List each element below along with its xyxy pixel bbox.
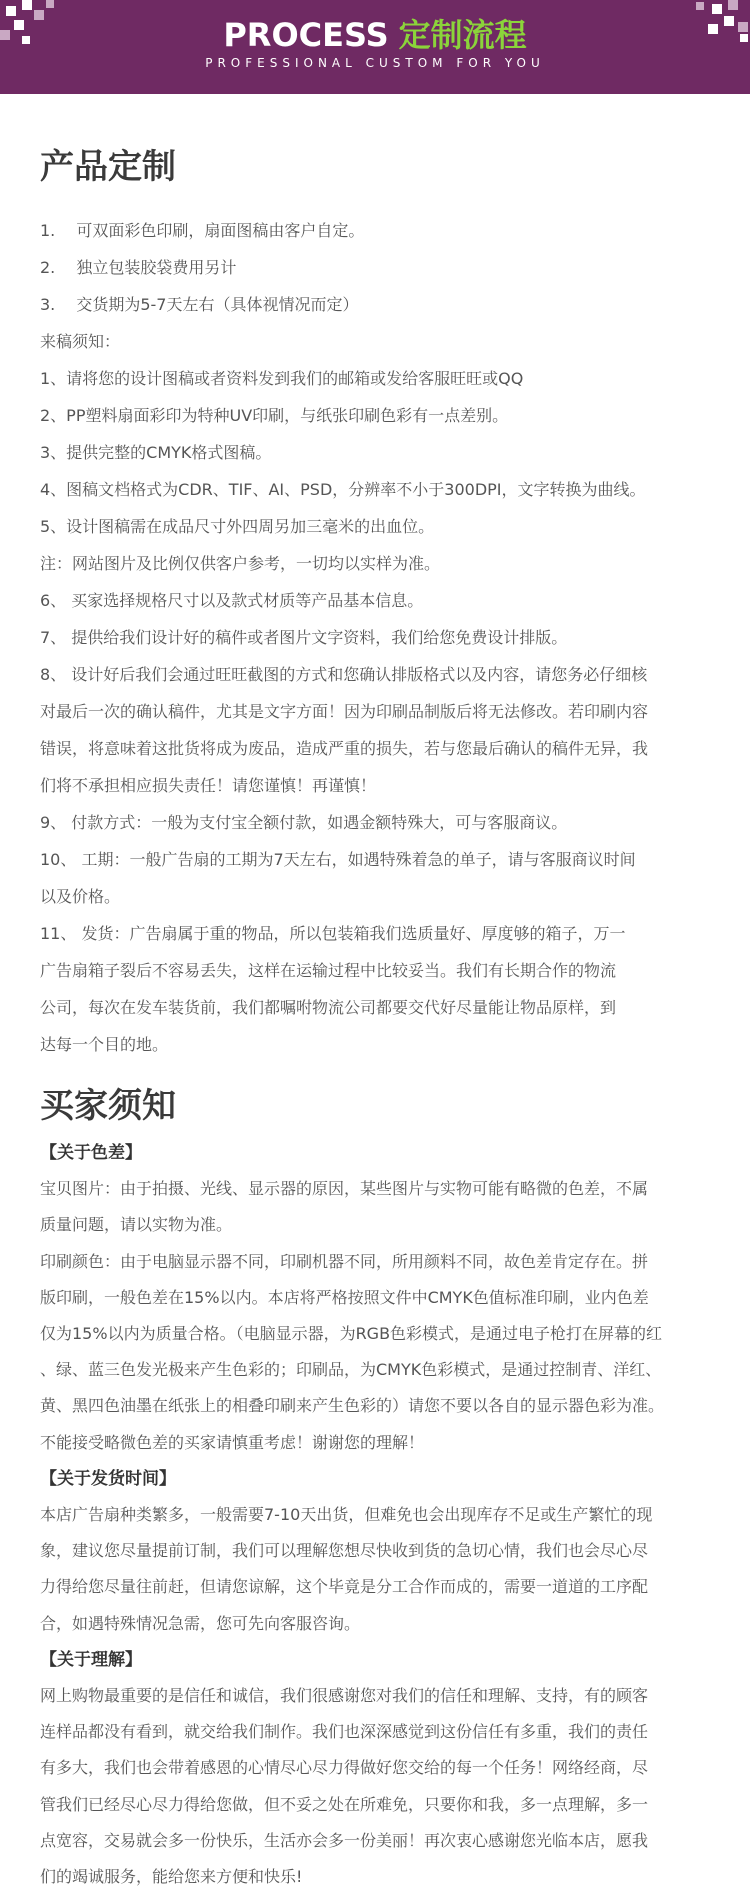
banner-title (0, 16, 750, 54)
text-line: 连样品都没有看到，就交给我们制作。我们也深深感觉到这份信任有多重，我们的责任 (40, 1722, 649, 1742)
text-line: 注：网站图片及比例仅供客户参考，一切均以实样为准。 (40, 554, 441, 573)
text-line: 质量问题，请以实物为准。 (40, 1215, 233, 1235)
pixel-decoration-left (22, 0, 32, 10)
text-line: 达每一个目的地。 (40, 1035, 169, 1054)
text-line: 仅为15%以内为质量合格。（电脑显示器，为RGB色彩模式，是通过电子枪打在屏幕的红 (40, 1324, 663, 1344)
banner-subtitle: PROFESSIONAL CUSTOM FOR YOU (205, 56, 545, 70)
text-line: 本店广告扇种类繁多，一般需要7-10天出货，但难免也会出现库存不足或生产繁忙的现 (40, 1505, 653, 1525)
subheading-color-difference: 【关于色差】 (40, 1143, 142, 1163)
section-heading-buyer-notice: 买家须知 (40, 1086, 176, 1126)
subheading-shipping-time: 【关于发货时间】 (40, 1468, 176, 1489)
text-line: 1. 可双面彩色印刷，扇面图稿由客户自定。 (40, 221, 365, 240)
text-line: 管我们已经尽心尽力得给您做，但不妥之处在所难免，只要你和我，多一点理解，多一 (40, 1794, 649, 1814)
text-line: 3、提供完整的CMYK格式图稿。 (40, 443, 272, 462)
text-line: 2、PP塑料扇面彩印为特种UV印刷，与纸张印刷色彩有一点差别。 (40, 406, 509, 425)
text-line: 不能接受略微色差的买家请慎重考虑！谢谢您的理解！ (40, 1432, 425, 1452)
product-custom-list (40, 212, 710, 1063)
text-line: 6、 买家选择规格尺寸以及款式材质等产品基本信息。 (40, 591, 424, 610)
text-line: 以及价格。 (40, 887, 121, 906)
text-line: 黄、黑四色油墨在纸张上的相叠印刷来产生色彩的）请您不要以各自的显示器色彩为准。 (40, 1396, 665, 1416)
section-heading-product-custom: 产品定制 (40, 147, 176, 187)
text-line: 有多大，我们也会带着感恩的心情尽心尽力得做好您交给的每一个任务！网络经商，尽 (40, 1758, 649, 1778)
text-line: 宝贝图片：由于拍摄、光线、显示器的原因，某些图片与实物可能有略微的色差，不属 (40, 1179, 649, 1199)
banner-title-cn: 定制流程 (398, 16, 527, 54)
text-line: 错误，将意味着这批货将成为废品，造成严重的损失，若与您最后确认的稿件无异，我 (40, 739, 649, 758)
text-line: 8、 设计好后我们会通过旺旺截图的方式和您确认排版格式以及内容，请您务必仔细核 (40, 665, 648, 684)
text-line: 版印刷，一般色差在15%以内。本店将严格按照文件中CMYK色值标准印刷，业内色差 (40, 1287, 649, 1307)
pixel-decoration-right (712, 4, 722, 14)
text-line: 10、 工期：一般广告扇的工期为7天左右，如遇特殊着急的单子，请与客服商议时间 (40, 850, 636, 869)
text-line: 网上购物最重要的是信任和诚信，我们很感谢您对我们的信任和理解、支持，有的顾客 (40, 1686, 649, 1706)
text-line: 象，建议您尽量提前订制，我们可以理解您想尽快收到货的急切心情，我们也会尽心尽 (40, 1541, 649, 1561)
text-line: 广告扇箱子裂后不容易丢失，这样在运输过程中比较妥当。我们有长期合作的物流 (40, 961, 617, 980)
page-content (0, 94, 750, 1895)
text-line: 们的竭诚服务，能给您来方便和快乐! (40, 1867, 303, 1887)
text-line: 2. 独立包装胶袋费用另计 (40, 258, 237, 277)
text-line: 4、图稿文档格式为CDR、TIF、AI、PSD，分辨率不小于300DPI，文字转换为曲线。 (40, 480, 646, 499)
text-line: 力得给您尽量往前赶，但请您谅解，这个毕竟是分工合作而成的，需要一道道的工序配 (40, 1577, 649, 1597)
text-line: 们将不承担相应损失责任！请您谨慎！再谨慎！ (40, 776, 377, 795)
text-line: 、绿、蓝三色发光极来产生色彩的；印刷品，为CMYK色彩模式，是通过控制青、洋红、 (40, 1360, 662, 1380)
text-line: 来稿须知： (40, 332, 121, 351)
pixel-decoration-right (696, 2, 704, 10)
text-line: 11、 发货：广告扇属于重的物品，所以包装箱我们选质量好、厚度够的箱子，万一 (40, 924, 626, 943)
process-banner (0, 0, 750, 94)
text-line: 印刷颜色：由于电脑显示器不同，印刷机器不同，所用颜料不同，故色差肯定存在。拼 (40, 1251, 649, 1271)
pixel-decoration-left (6, 6, 16, 16)
pixel-decoration-right (728, 0, 738, 10)
text-line: 合，如遇特殊情况急需，您可先向客服咨询。 (40, 1613, 361, 1633)
text-line: 5、设计图稿需在成品尺寸外四周另加三毫米的出血位。 (40, 517, 435, 536)
text-line: 1、请将您的设计图稿或者资料发到我们的邮箱或发给客服旺旺或QQ (40, 369, 524, 388)
text-line: 公司，每次在发车装货前，我们都嘱咐物流公司都要交代好尽量能让物品原样，到 (40, 998, 617, 1017)
subheading-understanding: 【关于理解】 (40, 1649, 142, 1670)
text-line: 点宽容，交易就会多一份快乐，生活亦会多一份美丽！再次衷心感谢您光临本店，愿我 (40, 1830, 649, 1850)
buyer-notice-list (40, 1135, 710, 1895)
text-line: 3. 交货期为5-7天左右（具体视情况而定） (40, 295, 359, 314)
text-line: 7、 提供给我们设计好的稿件或者图片文字资料，我们给您免费设计排版。 (40, 628, 568, 647)
text-line: 9、 付款方式：一般为支付宝全额付款，如遇金额特殊大，可与客服商议。 (40, 813, 568, 832)
text-line: 对最后一次的确认稿件，尤其是文字方面！因为印刷品制版后将无法修改。若印刷内容 (40, 702, 649, 721)
banner-title-en: PROCESS (223, 16, 389, 54)
pixel-decoration-left (46, 0, 54, 8)
